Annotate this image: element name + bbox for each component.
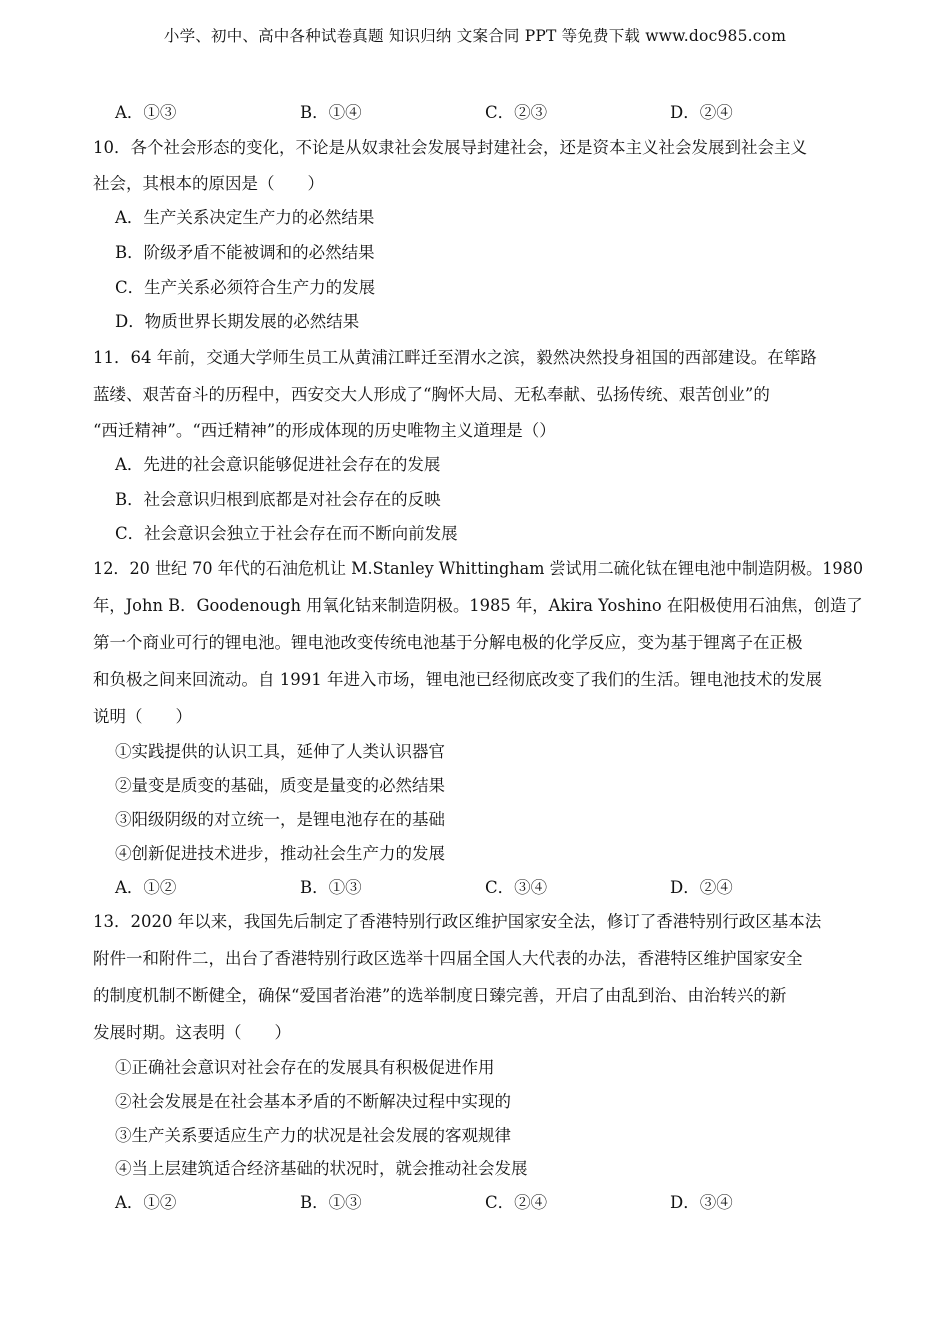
- q9-options-row: [93, 102, 863, 124]
- q13-stem-line-1: 13．2020 年以来，我国先后制定了香港特别行政区维护国家安全法，修订了香港特别行政区基本法: [93, 912, 822, 931]
- q9-option-b: B．①④: [300, 103, 362, 122]
- q11-stem-line-1: 11．64 年前，交通大学师生员工从黄浦江畔迁至渭水之滨，毅然决然投身祖国的西部建设。在筚路: [93, 348, 817, 367]
- q13-option-d: D．③④: [670, 1193, 733, 1212]
- q10-stem-line-2: 社会，其根本的原因是（ ）: [93, 174, 324, 193]
- q11-choice-c: C．社会意识会独立于社会存在而不断向前发展: [115, 524, 458, 543]
- q11-stem-line-2: 蓝缕、艰苦奋斗的历程中，西安交大人形成了“胸怀大局、无私奉献、弘扬传统、艰苦创业”的: [93, 385, 770, 404]
- q13-option-a: A．①②: [115, 1193, 177, 1212]
- q13-stem-line-2: 附件一和附件二，出台了香港特别行政区选举十四届全国人大代表的办法，香港特区维护国家安全: [93, 949, 803, 968]
- q13-option-c: C．②④: [485, 1193, 548, 1212]
- q13-statement-2: ②社会发展是在社会基本矛盾的不断解决过程中实现的: [115, 1092, 511, 1111]
- q12-option-b: B．①③: [300, 878, 362, 897]
- q12-statement-3: ③阳级阴级的对立统一，是锂电池存在的基础: [115, 810, 445, 829]
- q12-statement-4: ④创新促进技术进步，推动社会生产力的发展: [115, 844, 445, 863]
- q12-option-a: A．①②: [115, 878, 177, 897]
- q11-choice-b: B．社会意识归根到底都是对社会存在的反映: [115, 490, 441, 509]
- q13-stem-line-4: 发展时期。这表明（ ）: [93, 1023, 291, 1042]
- page-header: 小学、初中、高中各种试卷真题 知识归纳 文案合同 PPT 等免费下载 www.doc985.com: [163, 27, 787, 45]
- q12-options-row: [93, 877, 863, 899]
- q12-stem-line-5: 说明（ ）: [93, 707, 192, 726]
- q12-statement-1: ①实践提供的认识工具，延伸了人类认识器官: [115, 742, 445, 761]
- q10-choice-a: A．生产关系决定生产力的必然结果: [115, 208, 375, 227]
- q13-statement-1: ①正确社会意识对社会存在的发展具有积极促进作用: [115, 1058, 495, 1077]
- q10-choice-d: D．物质世界长期发展的必然结果: [115, 312, 360, 331]
- q9-option-d: D．②④: [670, 103, 733, 122]
- q9-option-c: C．②③: [485, 103, 548, 122]
- q13-statement-4: ④当上层建筑适合经济基础的状况时，就会推动社会发展: [115, 1159, 528, 1178]
- q13-option-b: B．①③: [300, 1193, 362, 1212]
- q12-stem-line-3: 第一个商业可行的锂电池。锂电池改变传统电池基于分解电极的化学反应，变为基于锂离子在正极: [93, 633, 803, 652]
- q13-options-row: [93, 1192, 863, 1214]
- q13-statement-3: ③生产关系要适应生产力的状况是社会发展的客观规律: [115, 1126, 511, 1145]
- q11-stem-line-3: “西迁精神”。“西迁精神”的形成体现的历史唯物主义道理是（）: [93, 421, 556, 440]
- q12-option-d: D．②④: [670, 878, 733, 897]
- q10-choice-c: C．生产关系必须符合生产力的发展: [115, 278, 376, 297]
- q12-option-c: C．③④: [485, 878, 548, 897]
- q13-stem-line-3: 的制度机制不断健全，确保“爱国者治港”的选举制度日臻完善，开启了由乱到治、由治转兴的新: [93, 986, 787, 1005]
- q10-stem-line-1: 10．各个社会形态的变化，不论是从奴隶社会发展导封建社会，还是资本主义社会发展到社会主义: [93, 138, 807, 157]
- q11-choice-a: A．先进的社会意识能够促进社会存在的发展: [115, 455, 441, 474]
- q12-stem-line-4: 和负极之间来回流动。自 1991 年进入市场，锂电池已经彻底改变了我们的生活。锂电池技术的发展: [93, 670, 822, 689]
- q12-statement-2: ②量变是质变的基础，质变是量变的必然结果: [115, 776, 445, 795]
- q12-stem-line-2: 年，John B．Goodenough 用氧化钴来制造阴极。1985 年，Akira Yoshino 在阳极使用石油焦，创造了: [93, 596, 863, 615]
- q10-choice-b: B．阶级矛盾不能被调和的必然结果: [115, 243, 375, 262]
- q12-stem-line-1: 12．20 世纪 70 年代的石油危机让 M.Stanley Whittingham 尝试用二硫化钛在锂电池中制造阴极。1980: [93, 559, 864, 578]
- q9-option-a: A．①③: [115, 103, 177, 122]
